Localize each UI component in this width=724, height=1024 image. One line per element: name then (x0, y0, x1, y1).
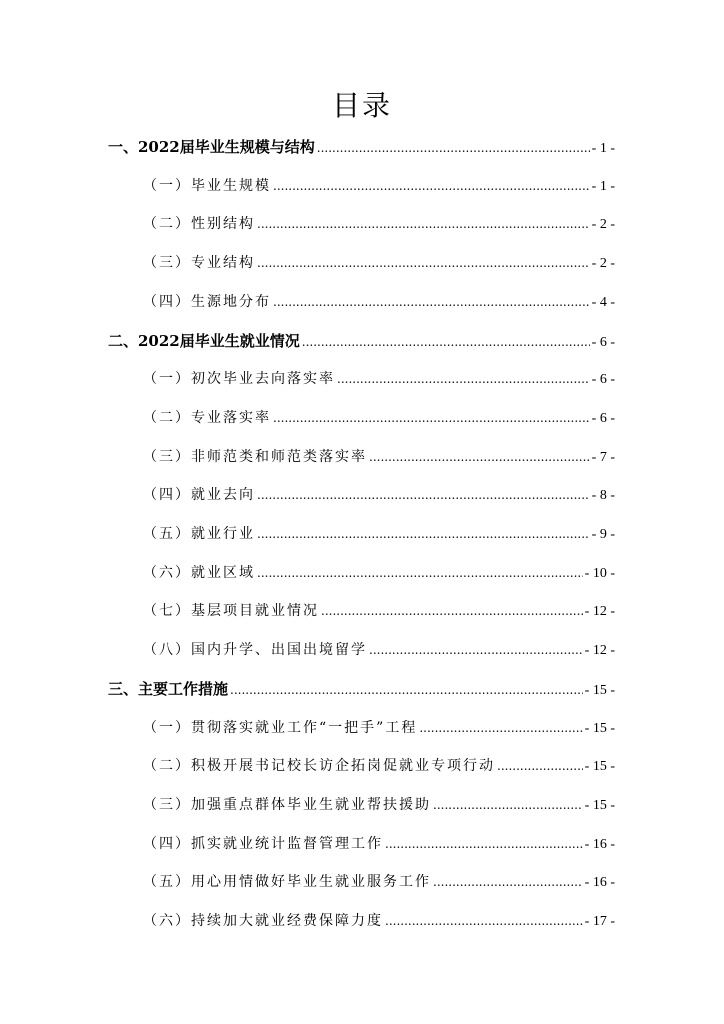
toc-page-number: - 9 - (591, 527, 615, 542)
toc-entry-title: 三、主要工作措施 (108, 680, 229, 698)
toc-section-entry[interactable] (143, 600, 615, 622)
toc-section-entry[interactable] (143, 213, 615, 235)
toc-page-number: - 15 - (584, 683, 615, 698)
dot-leader (273, 175, 590, 197)
toc-page-number: - 6 - (591, 335, 615, 350)
dot-leader (385, 833, 583, 855)
toc-page-number: - 15 - (584, 721, 615, 736)
toc-entry-title: （五）用心用情做好毕业生就业服务工作 (143, 874, 431, 890)
toc-page-number: - 2 - (591, 256, 615, 271)
toc-entry-title: （二）积极开展书记校长访企拓岗促就业专项行动 (143, 758, 495, 774)
dot-leader (230, 679, 583, 701)
dot-leader (317, 137, 590, 159)
dot-leader (337, 368, 590, 390)
dot-leader (302, 331, 590, 353)
dot-leader (433, 794, 583, 816)
dot-leader (257, 562, 583, 584)
toc-section-entry[interactable] (143, 252, 615, 274)
toc-chapter-entry[interactable] (108, 136, 615, 158)
toc-entry-title: （五）就业行业 (143, 526, 255, 542)
toc-page-number: - 12 - (584, 643, 615, 658)
toc-section-entry[interactable] (143, 562, 615, 584)
toc-section-entry[interactable] (143, 368, 615, 390)
toc-section-entry[interactable] (143, 407, 615, 429)
toc-entry-title: 一、2022届毕业生规模与结构 (108, 138, 315, 156)
dot-leader (257, 213, 590, 235)
toc-chapter-entry[interactable] (108, 678, 615, 700)
toc-section-entry[interactable] (143, 794, 615, 816)
toc-entry-title: （四）就业去向 (143, 487, 255, 503)
toc-section-entry[interactable] (143, 291, 615, 313)
toc-page-number: - 6 - (591, 411, 615, 426)
toc-entry-title: （四）生源地分布 (143, 294, 271, 310)
dot-leader (257, 523, 590, 545)
dot-leader (497, 755, 583, 777)
toc-entry-title: （三）加强重点群体毕业生就业帮扶援助 (143, 797, 431, 813)
toc-section-entry[interactable] (143, 446, 615, 468)
toc-page-number: - 1 - (591, 179, 615, 194)
toc-entry-title: （七）基层项目就业情况 (143, 603, 319, 619)
toc-page-number: - 16 - (584, 837, 615, 852)
dot-leader (273, 291, 590, 313)
toc-page-number: - 2 - (591, 217, 615, 232)
dot-leader (273, 407, 590, 429)
toc-page-number: - 12 - (584, 604, 615, 619)
toc-entry-title: （八）国内升学、出国出境留学 (143, 642, 367, 658)
toc-page-number: - 17 - (584, 914, 615, 929)
toc-section-entry[interactable] (143, 717, 615, 739)
toc-section-entry[interactable] (143, 755, 615, 777)
dot-leader (369, 446, 590, 468)
toc-page-number: - 16 - (584, 875, 615, 890)
toc-page-number: - 10 - (584, 566, 615, 581)
toc-entry-title: （一）毕业生规模 (143, 178, 271, 194)
toc-entry-title: （二）专业落实率 (143, 410, 271, 426)
toc-entry-title: （三）专业结构 (143, 255, 255, 271)
toc-page-number: - 6 - (591, 372, 615, 387)
toc-entry-title: （四）抓实就业统计监督管理工作 (143, 836, 383, 852)
toc-entry-title: （三）非师范类和师范类落实率 (143, 449, 367, 465)
toc-entry-title: 二、2022届毕业生就业情况 (108, 332, 300, 350)
toc-page-number: - 1 - (591, 141, 615, 156)
toc-section-entry[interactable] (143, 523, 615, 545)
dot-leader (385, 910, 583, 932)
toc-page-number: - 4 - (591, 295, 615, 310)
toc-chapter-entry[interactable] (108, 330, 615, 352)
toc-entry-title: （六）持续加大就业经费保障力度 (143, 913, 383, 929)
dot-leader (257, 252, 590, 274)
toc-section-entry[interactable] (143, 910, 615, 932)
toc-section-entry[interactable] (143, 175, 615, 197)
toc-page-number: - 15 - (584, 759, 615, 774)
toc-section-entry[interactable] (143, 484, 615, 506)
toc-section-entry[interactable] (143, 639, 615, 661)
toc-page-number: - 8 - (591, 488, 615, 503)
dot-leader (433, 871, 583, 893)
toc-section-entry[interactable] (143, 833, 615, 855)
toc-entry-title: （六）就业区域 (143, 565, 255, 581)
toc-entry-title: （二）性别结构 (143, 216, 255, 232)
dot-leader (321, 600, 583, 622)
toc-section-entry[interactable] (143, 871, 615, 893)
toc-title: 目录 (331, 89, 392, 122)
toc-page-number: - 15 - (584, 798, 615, 813)
toc-entry-title: （一）初次毕业去向落实率 (143, 371, 335, 387)
dot-leader (419, 717, 582, 739)
toc-page-number: - 7 - (591, 450, 615, 465)
toc-entry-title: （一）贯彻落实就业工作“一把手”工程 (143, 720, 418, 736)
dot-leader (257, 484, 590, 506)
dot-leader (369, 639, 583, 661)
